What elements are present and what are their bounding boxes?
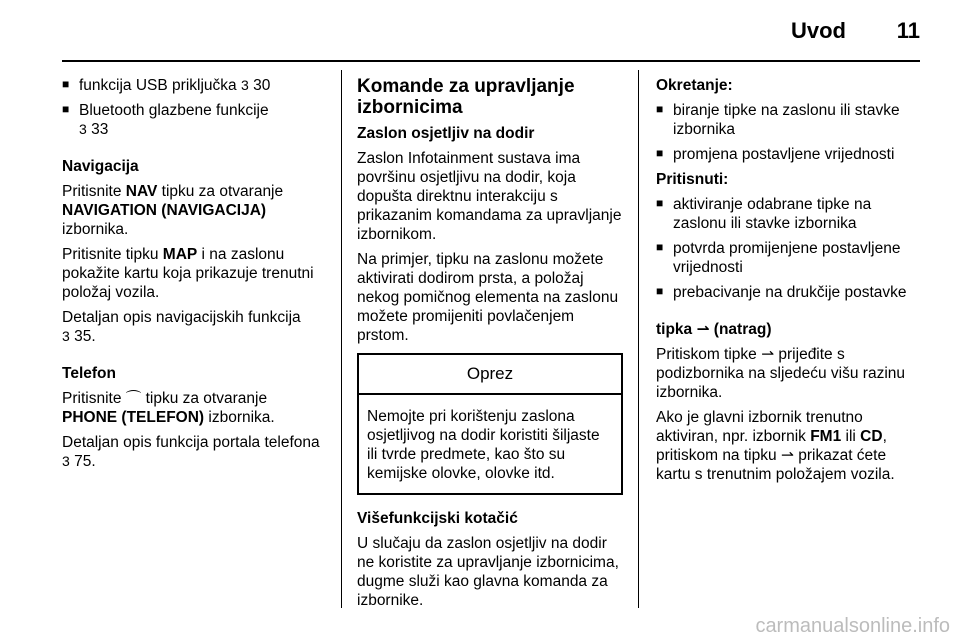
touchscreen-paragraph-1: Zaslon Infotainment sustava ima površinu osjetljivu na dodir, koja dopušta direktnu interakciju s prikazanim komandama za upravljanje izbornikom. bbox=[357, 150, 622, 243]
turn-heading: Okretanje: bbox=[656, 77, 733, 94]
multifunction-knob-paragraph: U slučaju da zaslon osjetljiv na dodir ne koristite za upravljanje izbornicima, dugme služi kao glavna komanda za izbornike. bbox=[357, 535, 619, 609]
column-3 bbox=[656, 76, 920, 490]
list-item: ■ Bluetooth glazbene funkcije 3 33 bbox=[62, 101, 330, 139]
column-1 bbox=[62, 76, 330, 477]
list-item: ■ funkcija USB priključka 3 30 bbox=[62, 76, 330, 95]
column-2 bbox=[357, 76, 623, 616]
touchscreen-paragraph-2: Na primjer, tipku na zaslonu možete aktivirati dodirom prsta, a položaj nekog pomičnog elementa na zaslonu možete promijeniti povlačenjem prstom. bbox=[357, 251, 619, 344]
list-item: ■ aktiviranje odabrane tipke na zaslonu ili stavke izbornika bbox=[656, 195, 920, 233]
phone-paragraph: Pritisnite ⌒ tipku za otvaranje PHONE (TELEFON) izbornika. bbox=[62, 390, 275, 426]
multifunction-knob-heading: Višefunkcijski kotačić bbox=[357, 510, 518, 527]
list-item: ■ potvrda promijenjene postavljene vrijednosti bbox=[656, 239, 920, 277]
back-icon: ⇀ bbox=[761, 346, 775, 363]
caution-title: Oprez bbox=[359, 355, 621, 395]
press-heading: Pritisnuti: bbox=[656, 171, 729, 188]
back-paragraph-1: Pritiskom tipke ⇀ prijeđite s podizbornika na sljedeću višu razinu izbornika. bbox=[656, 346, 906, 401]
list-item: ■ biranje tipke na zaslonu ili stavke izbornika bbox=[656, 101, 920, 139]
page-number: 11 bbox=[896, 18, 920, 43]
back-paragraph-2: Ako je glavni izbornik trenutno aktiviran, npr. izbornik FM1 ili CD, pritiskom na tipku ⇀ prikazat ćete kartu s trenutnim položajem vozila. bbox=[656, 409, 895, 483]
phone-reference: Detaljan opis funkcija portala telefona 3 75. bbox=[62, 434, 320, 470]
phone-icon: ⌒ bbox=[125, 390, 142, 407]
back-icon: ⇀ bbox=[780, 447, 794, 464]
section-title: Komande za upravljanje izbornicima bbox=[357, 76, 575, 118]
caution-text: Nemojte pri korištenju zaslona osjetljivog na dodir koristiti šiljaste ili tvrde predmete, kao što su kemijske olovke, olovke itd. bbox=[367, 408, 600, 482]
back-button-heading: tipka ⇀ (natrag) bbox=[656, 321, 772, 338]
list-item: ■ promjena postavljene vrijednosti bbox=[656, 145, 920, 164]
list-item: ■ prebacivanje na drukčije postavke bbox=[656, 283, 920, 302]
navigation-reference: Detaljan opis navigacijskih funkcija 3 35. bbox=[62, 309, 301, 345]
column-divider-1 bbox=[341, 70, 342, 608]
chapter-title: Uvod bbox=[791, 18, 846, 43]
touchscreen-heading: Zaslon osjetljiv na dodir bbox=[357, 125, 535, 142]
section-heading-navigation: Navigacija bbox=[62, 158, 139, 175]
section-heading-phone: Telefon bbox=[62, 365, 116, 382]
watermark: carmanualsonline.info bbox=[755, 615, 950, 637]
navigation-paragraph: Pritisnite NAV tipku za otvaranje NAVIGATION (NAVIGACIJA) izbornika. bbox=[62, 183, 284, 238]
caution-box bbox=[357, 353, 623, 495]
page-header bbox=[62, 0, 920, 60]
header-divider bbox=[62, 60, 920, 62]
map-paragraph: Pritisnite tipku MAP i na zaslonu pokažite kartu koja prikazuje trenutni položaj vozila. bbox=[62, 246, 314, 301]
back-icon: ⇀ bbox=[696, 321, 710, 338]
column-divider-2 bbox=[638, 70, 639, 608]
